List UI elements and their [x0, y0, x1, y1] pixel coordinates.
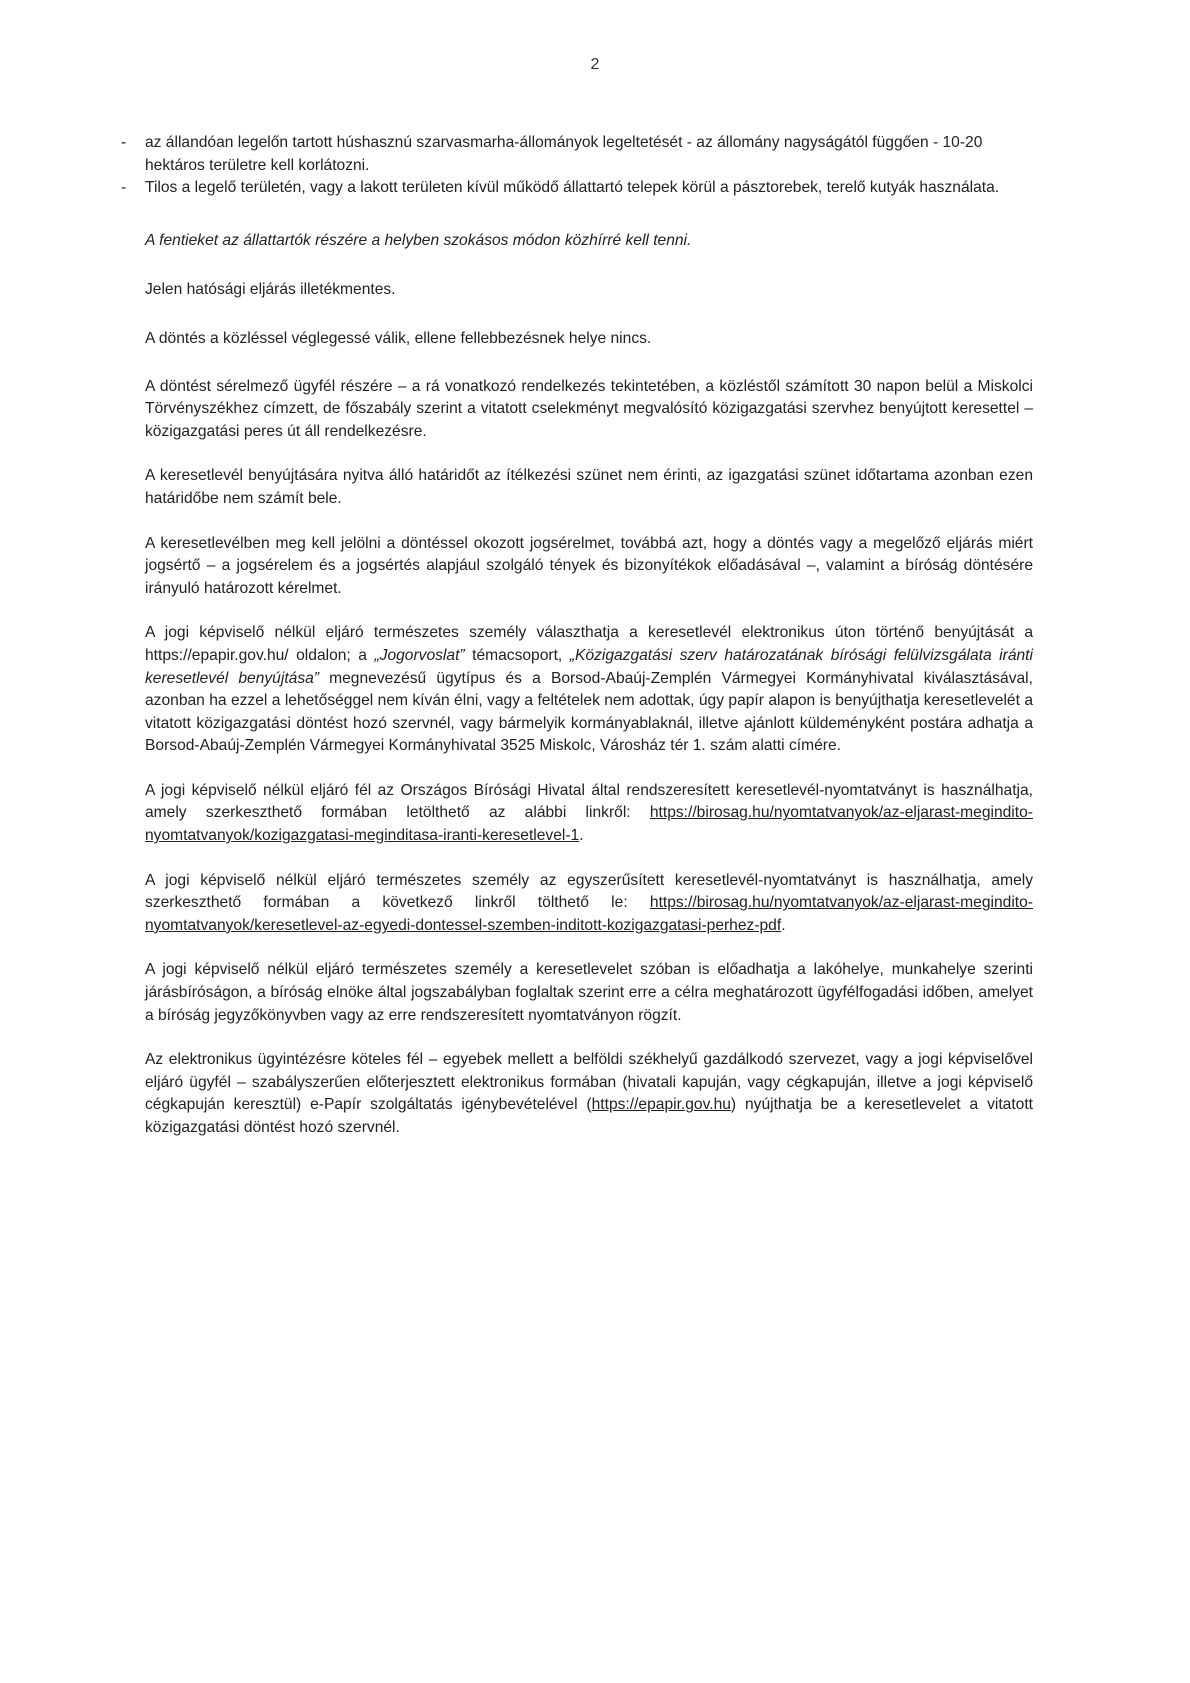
mandatory-electronic-text: ) nyújthatja be a keresetlevelet a vitatott közigazgatási döntést hozó szervnél.	[145, 1096, 1033, 1136]
punctuation: .	[781, 916, 786, 934]
claim-content-paragraph: A keresetlevélben meg kell jelölni a döntéssel okozott jogsérelmet, továbbá azt, hogy a döntés vagy a megelőző eljárás miért jogsértő – a jogsérelem és a jogsértés alapjául szolgáló tények és bizonyítékok előadásával –, valamint a bíróság döntésére irányuló határozott kérelmet.	[145, 534, 1033, 597]
list-item	[121, 132, 1033, 177]
epapir-link[interactable]: https://epapir.gov.hu	[591, 1096, 731, 1114]
obh-form-text: A jogi képviselő nélkül eljáró fél az Országos Bírósági Hivatal által rendszeresített keresetlevél-nyomtatványt is használhatja, amely szerkeszthető formában letölthető az alábbi linkről:	[145, 781, 1033, 822]
simplified-form-paragraph	[145, 870, 1033, 938]
simplified-form-text: A jogi képviselő nélkül eljáró természetes személy az egyszerűsített keresetlevél-nyomtatványt is használhatja, amely szerkeszthető formában a következő linkről tölthető le:	[145, 871, 1033, 912]
electronic-submission-text: megnevezésű ügytípus és a Borsod-Abaúj-Zemplén Vármegyei Kormányhivatal kiválasztásával, azonban ha ezzel a lehetőséggel nem kíván élni, vagy a feltételek nem adottak, úgy papír alapon is benyújthatja keresetlevelét a vitatott közigazgatási döntést hozó szervnél, vagy bármelyik kormányablaknál, illetve ajánlott küldeményként postára adhatja a Borsod-Abaúj-Zemplén Vármegyei Kormányhivatal 3525 Miskolc, Városház tér 1. szám alatti címére.	[145, 669, 1033, 755]
list-item-text: Tilos a legelő területén, vagy a lakott területen kívül működő állattartó telepek körül a pásztorebek, terelő kutyák használata.	[145, 179, 1000, 197]
page-number: 2	[590, 56, 600, 73]
deadline-paragraph: A keresetlevél benyújtására nyitva álló határidőt az ítélkezési szünet nem érinti, az igazgatási szünet időtartama azonban ezen határidőbe nem számít bele.	[145, 467, 1033, 507]
document-body	[121, 132, 1033, 1140]
final-decision-paragraph: A döntés a közléssel véglegessé válik, ellene fellebbezésnek helye nincs.	[145, 329, 652, 347]
bullet-dash: -	[121, 134, 127, 151]
fee-exempt-paragraph: Jelen hatósági eljárás illetékmentes.	[145, 281, 396, 299]
bullet-dash: -	[121, 179, 127, 197]
electronic-submission-text: A jogi képviselő nélkül eljáró természetes személy választhatja a keresetlevél elektronikus úton történő benyújtását a https://epapir.gov.hu/ oldalon; a	[145, 624, 1033, 664]
restriction-list	[121, 132, 1033, 200]
simplified-form-link[interactable]: https://birosag.hu/nyomtatvanyok/az-eljarast-megindito-nyomtatvanyok/keresetlevel-az-egyedi-dontessel-szemben-inditott-kozigazgatasi-perhez-pdf	[145, 894, 1033, 934]
list-item	[121, 177, 1033, 200]
category-jogorvoslat: „Jogorvoslat”	[374, 646, 465, 664]
electronic-submission-paragraph	[145, 622, 1033, 758]
announcement-paragraph: A fentieket az állattartók részére a helyben szokásos módon közhírré kell tenni.	[145, 231, 692, 249]
mandatory-electronic-paragraph	[145, 1049, 1033, 1139]
case-type-name: „Közigazgatási szerv határozatának bírósági felülvizsgálata iránti keresetlevél benyújtása”	[145, 646, 1033, 687]
punctuation: .	[579, 827, 584, 845]
obh-form-paragraph	[145, 780, 1033, 848]
mandatory-electronic-text: Az elektronikus ügyintézésre köteles fél – egyebek mellett a belföldi székhelyű gazdálkodó szervezet, vagy a jogi képviselővel eljáró ügyfél – szabályszerűen előterjesztett elektronikus formában (hivatali kapuján, vagy cégkapuján, illetve a jogi képviselő cégkapuján keresztül) e-Papír szolgáltatás igénybevételével (	[145, 1051, 1033, 1114]
oral-submission-paragraph: A jogi képviselő nélkül eljáró természetes személy a keresetlevelet szóban is előadhatja a lakóhelye, munkahelye szerinti járásbíróságon, a bíróság elnöke által jogszabályban foglaltak szerint erre a célra meghatározott ügyfélfogadási időben, amelyet a bíróság jegyzőkönyvben vagy az erre rendszeresített nyomtatványon rögzít.	[145, 961, 1033, 1024]
obh-form-link[interactable]: https://birosag.hu/nyomtatvanyok/az-eljarast-megindito-nyomtatvanyok/kozigazgatasi-meginditasa-iranti-keresetlevel-1	[145, 804, 1033, 845]
electronic-submission-text: témacsoport,	[464, 646, 570, 664]
legal-remedy-paragraph: A döntést sérelmező ügyfél részére – a rá vonatkozó rendelkezés tekintetében, a közléstől számított 30 napon belül a Miskolci Törvényszékhez címzett, de főszabály szerint a vitatott cselekményt megvalósító közigazgatási szervhez benyújtott keresettel – közigazgatási peres út áll rendelkezésre.	[145, 377, 1033, 440]
list-item-text: az állandóan legelőn tartott húshasznú szarvasmarha-állományok legeltetését - az állomány nagyságától függően - 10-20 hektáros területre kell korlátozni.	[145, 134, 983, 174]
